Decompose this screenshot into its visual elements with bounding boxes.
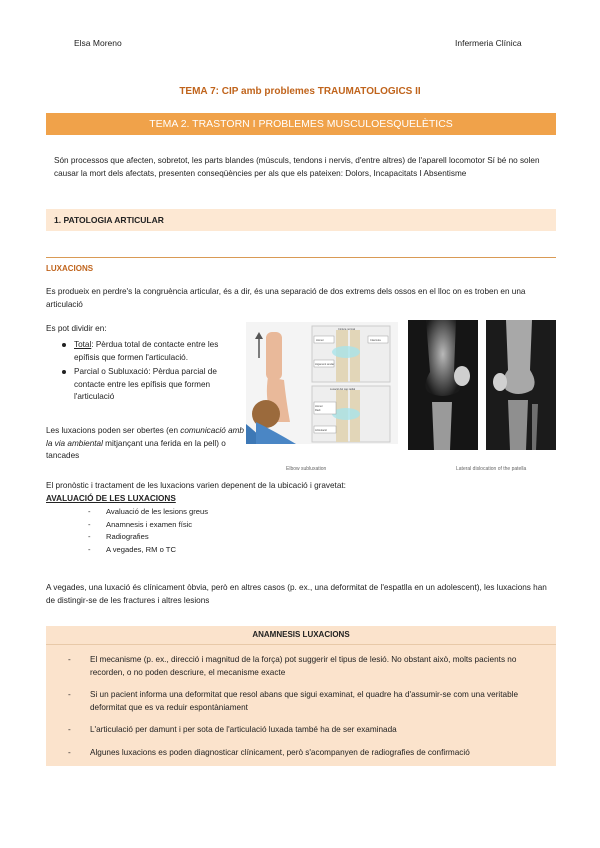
diagram-label: Clavícula — [370, 339, 381, 342]
evaluation-item: - Avaluació de les lesions greus — [88, 506, 288, 519]
open-closed-paragraph — [46, 425, 246, 463]
prognosis-paragraph — [46, 480, 356, 505]
diagram-label: Húmer — [316, 339, 324, 342]
anamnesis-item: - El mecanisme (p. ex., direcció i magnitud de la força) pot suggerir el tipus de lesió. No obstant això, molts pacients no recorden, o no poden descriure, el mecanisme exacte — [68, 654, 538, 679]
open-text-c: mitjançant una ferida en la pell) o tancades — [46, 438, 226, 460]
subsection-title: LUXACIONS — [46, 264, 94, 273]
diagram-label: Articulació — [315, 429, 327, 432]
section-title: 1. PATOLOGIA ARTICULAR — [54, 215, 164, 225]
chapter-title — [0, 86, 600, 97]
type-name: Total — [74, 340, 92, 349]
anamnesis-item: - Si un pacient informa una deformitat que resol abans que sigui examinat, el quadre ha d'assumir-se com una veritable deformitat que es va reduir espontàniament — [68, 689, 538, 714]
evaluation-item: - A vegades, RM o TC — [88, 544, 288, 557]
caption-right: Lateral dislocation of the patella — [456, 466, 527, 472]
caption-left: Elbow subluxation — [286, 466, 327, 472]
diagram-label: Cintura normal — [338, 328, 356, 331]
evaluation-item: - Radiografies — [88, 531, 288, 544]
distinguish-paragraph: A vegades, una luxació és clínicament òbvia, però en altres casos (p. ex., una deformitat de l'espatlla en un adolescent), les luxacions han de distingir-se de les fractures i altres lesions — [46, 583, 547, 605]
evaluation-heading: AVALUACIÓ DE LES LUXACIONS — [46, 493, 176, 503]
type-name: Parcial o Subluxació — [74, 367, 149, 376]
knee-xray-front — [408, 320, 478, 450]
chapter-prefix: TEMA 7: — [179, 86, 219, 97]
section-heading — [46, 209, 556, 231]
header-author: Elsa Moreno — [74, 38, 122, 48]
open-text-a: Les luxacions poden ser obertes (en — [46, 426, 181, 435]
types-lead: Es pot dividir en: — [46, 324, 107, 333]
intro-paragraph: Són processos que afecten, sobretot, les parts blandes (músculs, tendons i nervis, d'entre altres) de l'aparell locomotor Sí bé no solen causar la mort dels afectats, presenten conseqüències per als que els pateixen: Dolors, Incapacitats I Absentisme — [54, 156, 540, 178]
type-item — [74, 366, 246, 404]
divider — [46, 257, 556, 258]
evaluation-list — [88, 506, 288, 556]
diagram-label: Húmer — [315, 405, 323, 408]
anamnesis-box — [46, 626, 556, 766]
open-text-b: comunicació amb la via ambiental — [46, 426, 244, 448]
diagram-label: Luxació del cap radial — [330, 388, 356, 391]
anamnesis-item: - Algunes luxacions es poden diagnosticar clínicament, però s'acompanyen de radiografies de confirmació — [68, 747, 538, 760]
evaluation-item: - Anamnesis i examen físic — [88, 519, 288, 532]
chapter-name: CIP amb problemes TRAUMATOLOGICS II — [221, 86, 421, 97]
anamnesis-title: ANAMNESIS LUXACIONS — [46, 626, 556, 645]
type-desc: : Pèrdua total de contacte entre les epífisis que formen l'articulació. — [74, 340, 219, 362]
type-item — [74, 339, 246, 364]
types-list — [46, 339, 246, 406]
anamnesis-item: - L'articulació per damunt i per sota de l'articulació luxada també ha de ser examinada — [68, 724, 538, 737]
topic-banner: TEMA 2. TRASTORN I PROBLEMES MUSCULOESQUELÈTICS — [46, 113, 556, 135]
diagram-label: Radi — [315, 409, 321, 412]
header-subject: Infermeria Clínica — [455, 38, 522, 48]
type-desc: : Pèrdua parcial de contacte entre les epífisis que formen l'articulació — [74, 367, 217, 401]
knee-xray-lateral — [486, 320, 556, 450]
prognosis-text: El pronòstic i tractament de les luxacions varien depenent de la ubicació i gravetat: — [46, 481, 346, 490]
definition-paragraph: Es produeix en perdre's la congruència articular, és a dir, és una separació de dos extrems dels ossos en el lloc on es troben en una articulació — [46, 287, 526, 309]
diagram-label: Lligament anular — [315, 363, 335, 366]
elbow-subluxation-illustration — [246, 322, 398, 444]
